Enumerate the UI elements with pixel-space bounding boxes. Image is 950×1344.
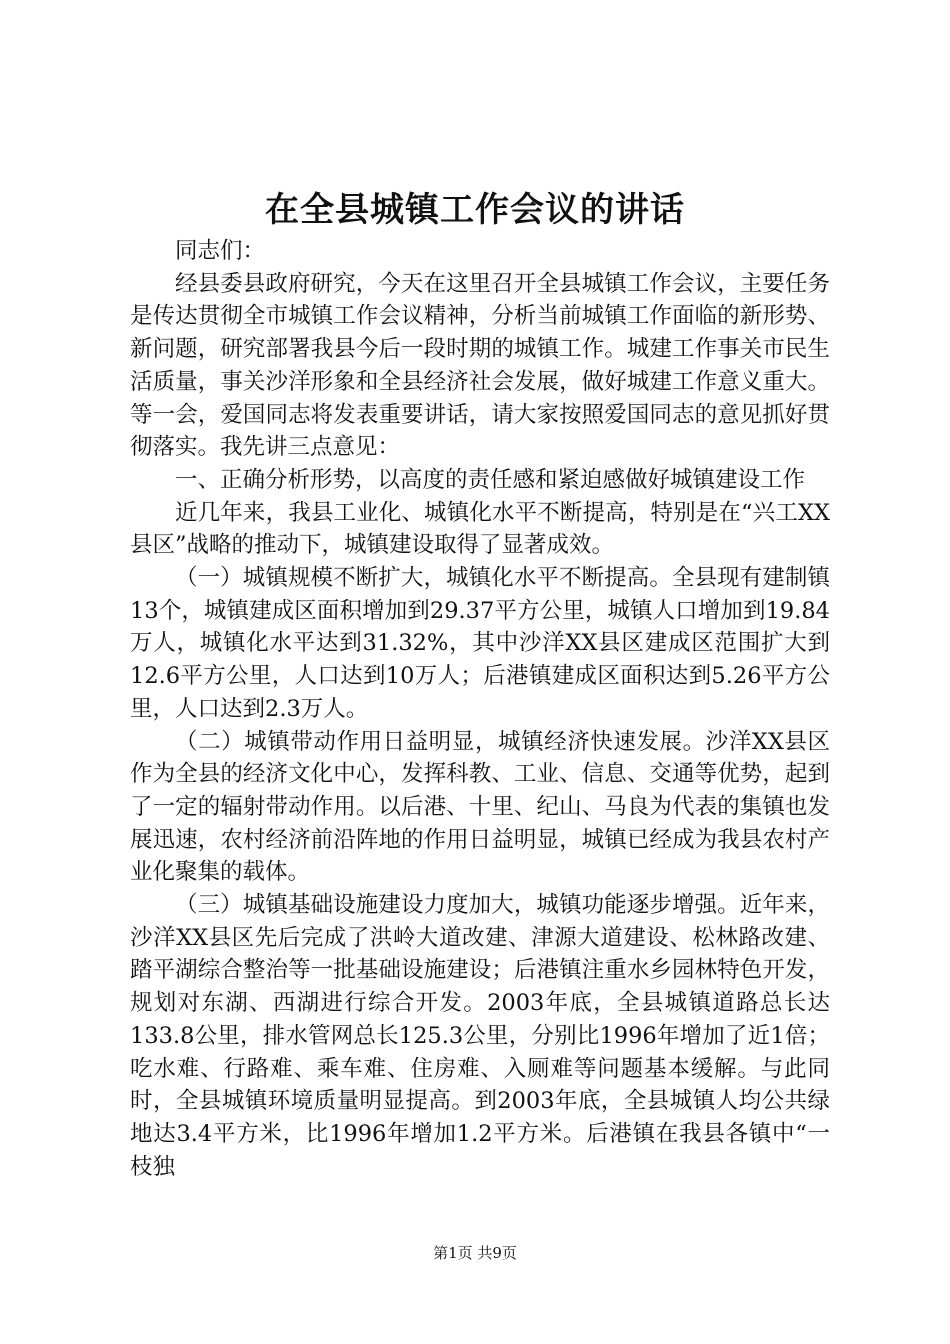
salutation: 同志们： [175,238,266,264]
paragraph-point-1: （一）城镇规模不断扩大，城镇化水平不断提高。全县现有建制镇13个，城镇建成区面积增加到29.37平方公里，城镇人口增加到19.84万人，城镇化水平达到31.32%，其中沙洋XX县区建成区范围扩大到12.6平方公里，人口达到10万人；后港镇建成区面积达到5.26平方公里，人口达到2.3万人。 [130,565,830,722]
page-number-footer: 第1页 共9页 [433,1244,517,1262]
document-body [130,235,830,1183]
paragraph-point-3: （三）城镇基础设施建设力度加大，城镇功能逐步增强。近年来，沙洋XX县区先后完成了洪岭大道改建、津源大道建设、松林路改建、踏平湖综合整治等一批基础设施建设；后港镇注重水乡园林特色开发，规划对东湖、西湖进行综合开发。2003年底，全县城镇道路总长达133.8公里，排水管网总长125.3公里，分别比1996年增加了近1倍；吃水难、行路难、乘车难、住房难、入厕难等问题基本缓解。与此同时，全县城镇环境质量明显提高。到2003年底，全县城镇人均公共绿地达3.4平方米，比1996年增加1.2平方米。后港镇在我县各镇中“一枝独 [130,892,830,1180]
section-heading-1: 一、正确分析形势，以高度的责任感和紧迫感做好城镇建设工作 [175,466,806,493]
document-title: 在全县城镇工作会议的讲话 [265,190,685,230]
paragraph-point-2: （二）城镇带动作用日益明显，城镇经济快速发展。沙洋XX县区作为全县的经济文化中心，发挥科教、工业、信息、交通等优势，起到了一定的辐射带动作用。以后港、十里、纪山、马良为代表的集镇也发展迅速，农村经济前沿阵地的作用日益明显，城镇已经成为我县农村产业化聚集的载体。 [130,728,830,886]
paragraph: 近几年来，我县工业化、城镇化水平不断提高，特别是在“兴工XX县区”战略的推动下，城镇建设取得了显著成效。 [130,499,830,559]
paragraph-intro: 经县委县政府研究，今天在这里召开全县城镇工作会议，主要任务是传达贯彻全市城镇工作会议精神，分析当前城镇工作面临的新形势、新问题，研究部署我县今后一段时期的城镇工作。城建工作事关市民生活质量，事关沙洋形象和全县经济社会发展，做好城建工作意义重大。等一会，爱国同志将发表重要讲话，请大家按照爱国同志的意见抓好贯彻落实。我先讲三点意见： [130,270,830,461]
